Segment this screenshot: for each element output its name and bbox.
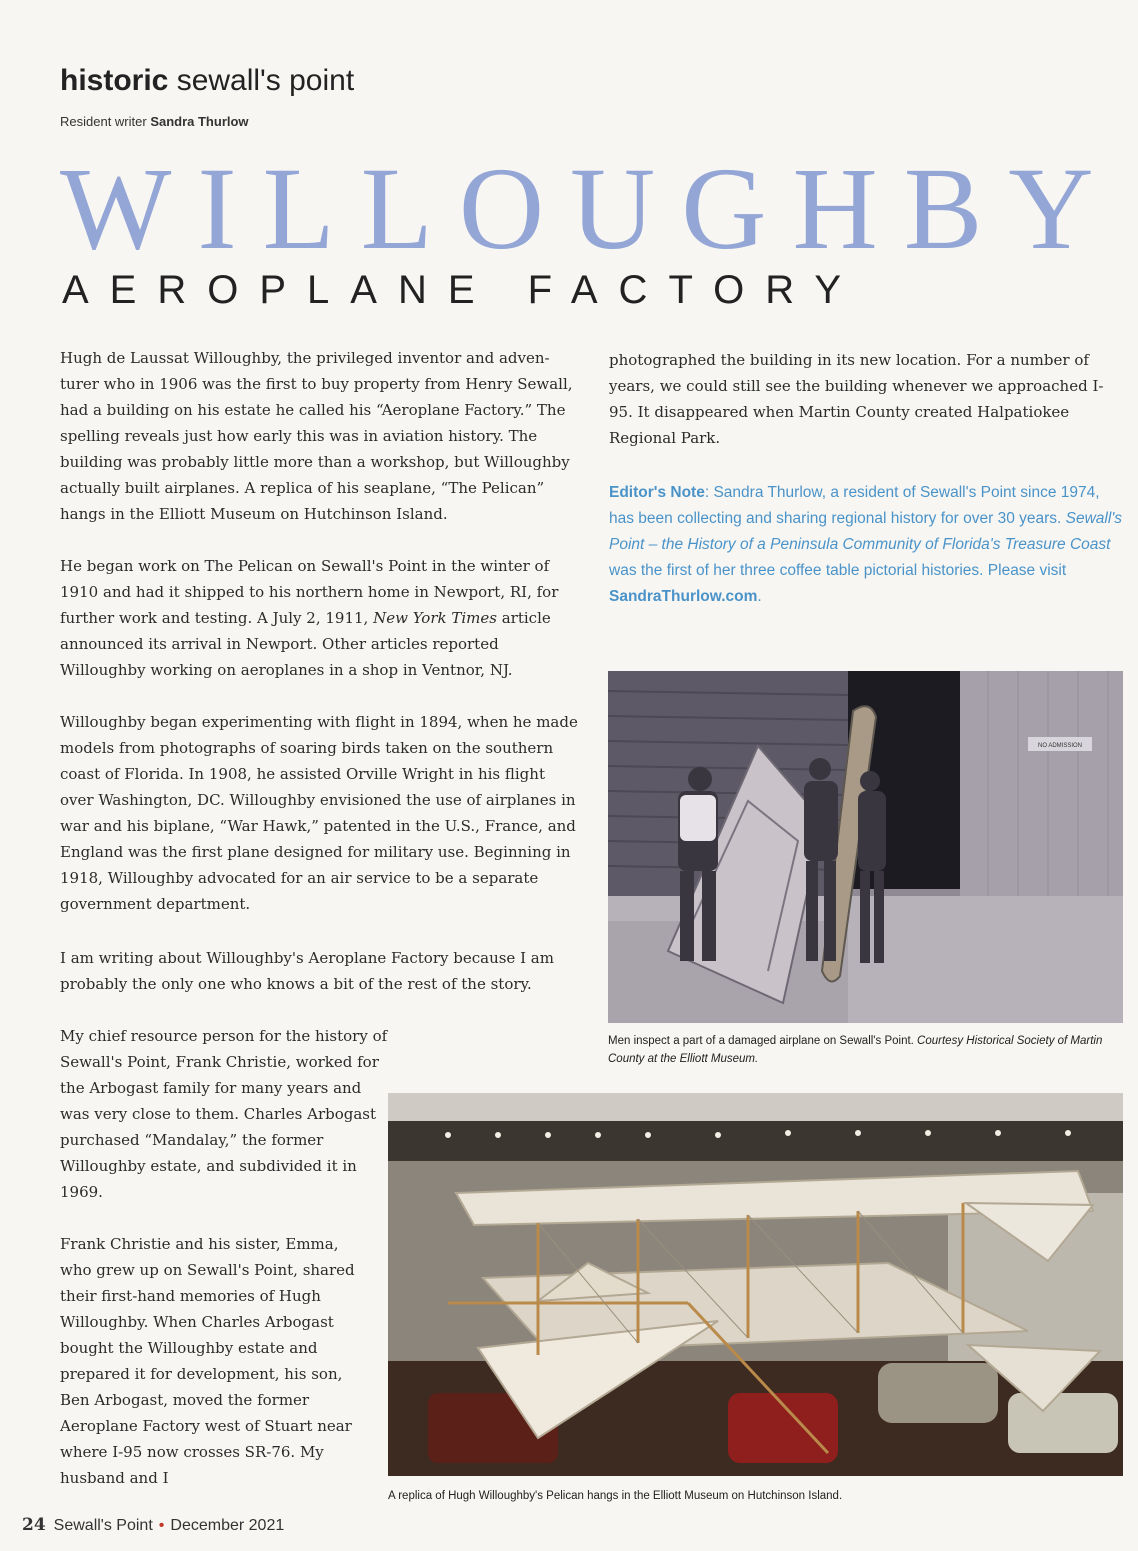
museum-photo-caption: A replica of Hugh Willoughby's Pelican hangs in the Elliott Museum on Hutchinson Island. bbox=[388, 1490, 843, 1502]
body-paragraph-6: Frank Christie and his sister, Emma, who grew up on Sewall's Point, shared their first-hand memories of Hugh Willoughby. When Charles Arbogast bought the Willoughby estate and prepared it for development, his son, Ben Arbogast, moved the former Aeroplane Factory west of Stuart near where I-95 now crosses SR-76. My husband and I bbox=[60, 1235, 355, 1487]
body-paragraph-3: Willoughby began experimenting with flight in 1894, when he made models from photographs of soaring birds taken on the southern coast of Florida. In 1908, he assisted Orville Wright in his flight over Washington, DC. Willoughby envisioned the use of airplanes in war and his biplane, “War Hawk,” patented in the U.S., France, and England was the first plane designed for military use. Beginning in 1918, Willoughby advocated for an air service to be a separate government department. bbox=[60, 713, 578, 913]
section-heading-rest: sewall's point bbox=[168, 64, 355, 97]
article-title: WILLOUGHBY bbox=[60, 143, 1120, 274]
page-number: 24 bbox=[22, 1515, 46, 1535]
museum-photo-image bbox=[388, 1093, 1123, 1476]
footer-separator: • bbox=[158, 1517, 165, 1534]
historical-photo bbox=[608, 671, 1123, 1023]
editor-note-book-title: Sewall's Point – the History of a Peninsula Community of Florida's Treasure Coast bbox=[609, 510, 1123, 553]
byline-author: Sandra Thurlow bbox=[150, 114, 249, 129]
body-paragraph-5: My chief resource person for the history of Sewall's Point, Frank Christie, worked for the Arbogast family for many years and was very close to them. Charles Arbogast purchased “Mandalay,” the former Willoughby estate, and subdivided it in 1969. bbox=[60, 1027, 388, 1201]
editor-note bbox=[609, 480, 1124, 610]
page-footer bbox=[22, 1515, 284, 1535]
p2-text-b: article announced its arrival in Newport. Other articles reported Willoughby working on aeroplanes in a shop in Ventnor, NJ. bbox=[60, 609, 551, 679]
byline bbox=[60, 114, 249, 129]
body-paragraph-2 bbox=[60, 553, 582, 683]
museum-photo bbox=[388, 1093, 1123, 1476]
body-paragraph-4: I am writing about Willoughby's Aeroplane Factory because I am probably the only one who knows a bit of the rest of the story. bbox=[60, 949, 554, 993]
historical-photo-image bbox=[608, 671, 1123, 1023]
section-heading-bold: historic bbox=[60, 64, 169, 97]
body-paragraph-1: Hugh de Laussat Willoughby, the privileged inventor and adventurer who in 1906 was the first to buy property from Henry Sewall, had a building on his estate he called his “Aeroplane Factory.” The spelling reveals just how early this was in aviation history. The building was probably little more than a workshop, but Willoughby actually built airplanes. A replica of his seaplane, “The Pelican” hangs in the Elliott Museum on Hutchinson Island. bbox=[60, 349, 573, 523]
historical-photo-credit: Courtesy Historical Society of Martin County at the Elliott Museum. bbox=[608, 1035, 1103, 1065]
p2-newspaper: New York Times bbox=[373, 609, 497, 627]
historical-photo-caption-text: Men inspect a part of a damaged airplane on Sewall's Point. bbox=[608, 1035, 918, 1047]
historical-photo-caption bbox=[608, 1032, 1120, 1068]
article-subtitle: AEROPLANE FACTORY bbox=[62, 268, 863, 312]
footer-issue: December 2021 bbox=[170, 1517, 285, 1534]
editor-note-label: Editor's Note bbox=[609, 484, 705, 501]
editor-note-text-b: was the first of her three coffee table pictorial histories. Please visit bbox=[609, 562, 1067, 579]
editor-note-text-c: . bbox=[757, 588, 762, 605]
editor-note-text-a: : Sandra Thurlow, a resident of Sewall's Point since 1974, has been collecting and sharing regional history for over 30 years. bbox=[609, 484, 1100, 527]
p2-text-a: He began work on The Pelican on Sewall's Point in the winter of 1910 and had it shipped to his northern home in Newport, RI, for further work and testing. A July 2, 1911, bbox=[60, 557, 559, 627]
editor-note-website[interactable]: SandraThurlow.com bbox=[609, 588, 758, 605]
no-admission-sign: NO ADMISSION bbox=[1037, 743, 1083, 749]
body-paragraph-7: photographed the building in its new location. For a number of years, we could still see the building whenever we approached I-95. It disappeared when Martin County created Halpatiokee Regional Park. bbox=[609, 351, 1104, 447]
footer-publication: Sewall's Point bbox=[53, 1517, 153, 1534]
byline-prefix: Resident writer bbox=[60, 114, 151, 129]
section-heading bbox=[60, 64, 354, 98]
